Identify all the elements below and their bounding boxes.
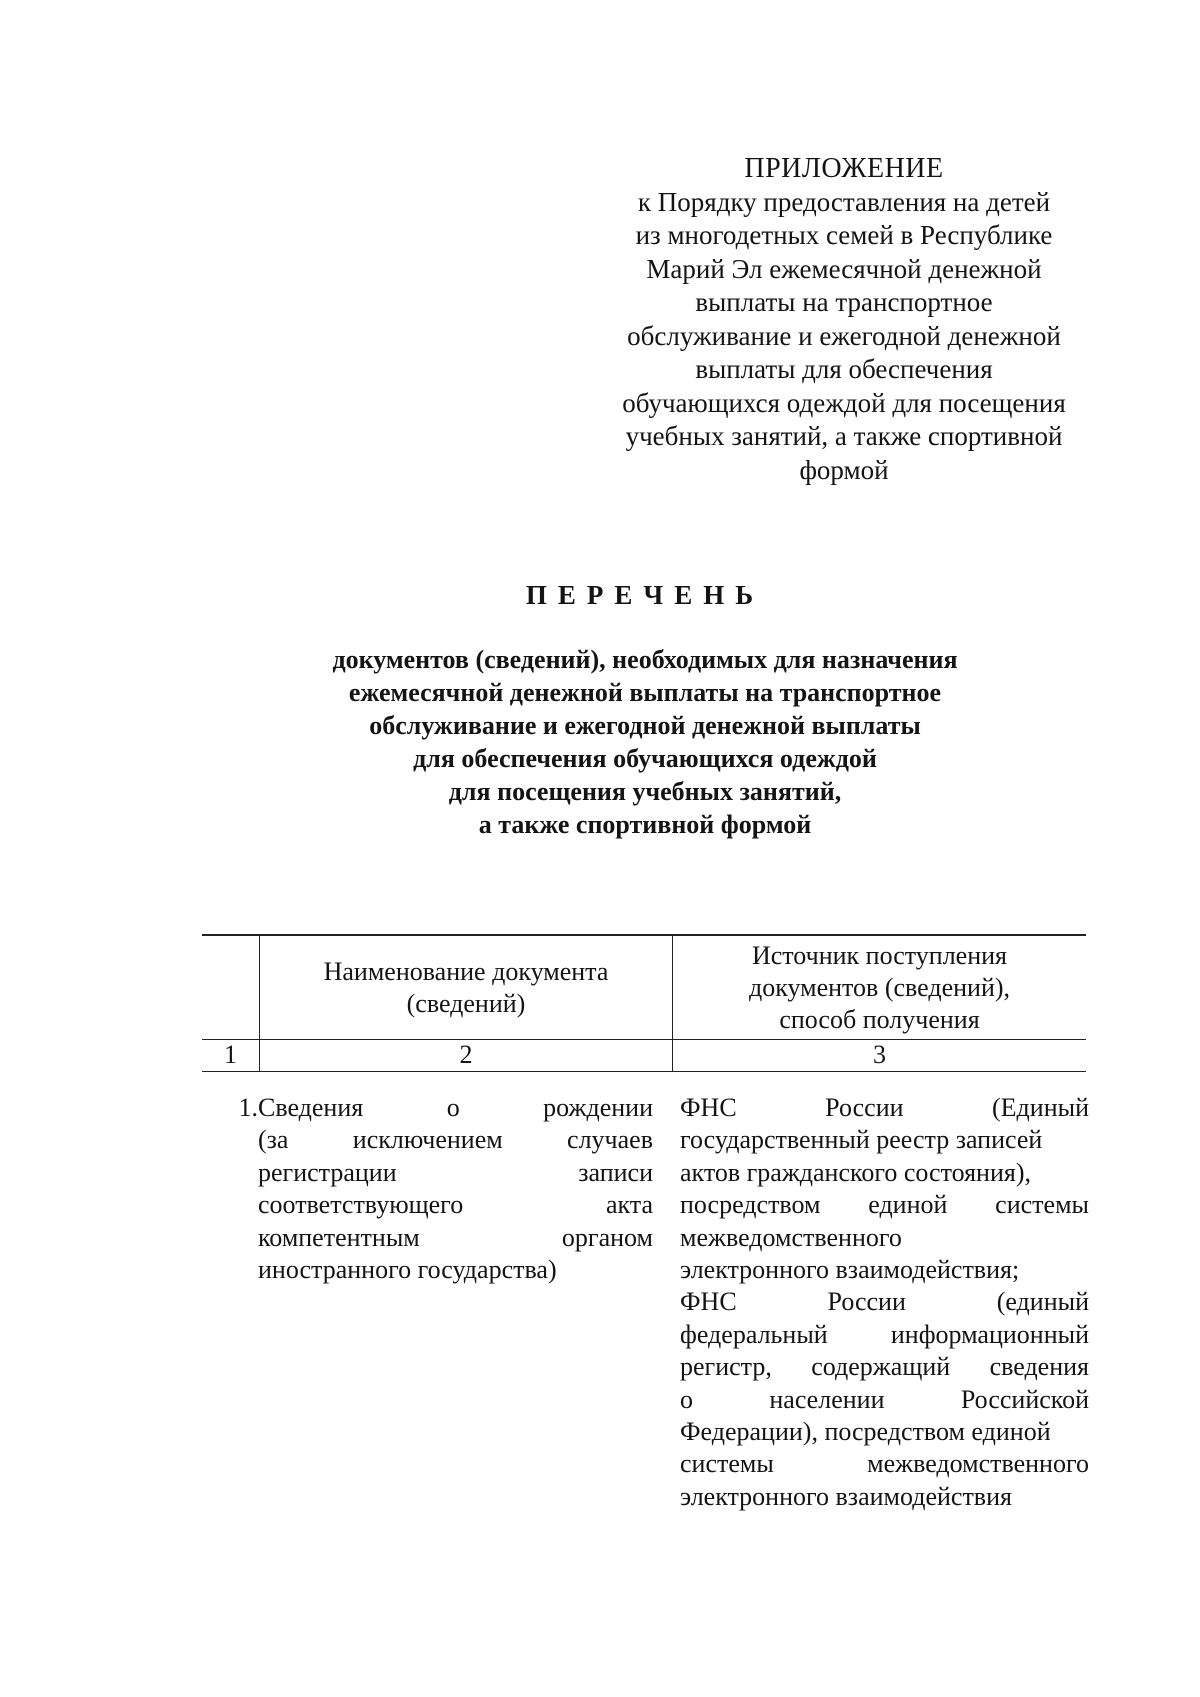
header-line: Источник поступления <box>751 940 1008 970</box>
word: межведомственного <box>867 1449 1089 1479</box>
column-number: 2 <box>459 1040 473 1069</box>
word: Российской <box>960 1384 1089 1414</box>
text-line <box>680 1384 1089 1416</box>
text-line <box>680 1254 1089 1286</box>
word: ФНС <box>680 1093 737 1122</box>
subheading-line: а также спортивной формой <box>478 810 812 839</box>
word: ФНС <box>680 1287 737 1317</box>
word: системы <box>995 1190 1089 1220</box>
subheading-line: обслуживание и ежегодной денежной выплаты <box>369 711 921 740</box>
appendix-title: ПРИЛОЖЕНИЕ <box>744 153 944 184</box>
documents-table <box>202 934 1089 1511</box>
word: регистрации <box>258 1157 397 1187</box>
word: иностранного государства) <box>258 1254 557 1284</box>
word: межведомственного <box>680 1222 902 1252</box>
word: актов гражданского состояния), <box>680 1157 1031 1187</box>
word: (единый <box>996 1287 1089 1317</box>
appendix-line: обучающихся одеждой для посещения <box>622 387 1066 418</box>
subheading-line: документов (сведений), необходимых для назначения <box>332 645 958 674</box>
header-source <box>673 936 1086 1039</box>
word: федеральный <box>680 1319 828 1349</box>
column-number: 3 <box>873 1040 886 1069</box>
text-line <box>680 1124 1089 1156</box>
text-line <box>258 1092 653 1124</box>
header-line: способ получения <box>779 1004 980 1034</box>
column-number-row <box>202 1039 1086 1072</box>
appendix-line: обслуживание и ежегодной денежной <box>627 320 1061 351</box>
word: России <box>825 1093 904 1122</box>
text-line <box>680 1448 1089 1480</box>
word: населении <box>769 1384 885 1414</box>
subheading-line: ежемесячной денежной выплаты на транспортное <box>348 678 942 707</box>
word: системы <box>680 1449 774 1479</box>
document-name-cell <box>258 1092 653 1286</box>
word: соответствующего <box>258 1190 464 1220</box>
subheading-line: для обеспечения обучающихся одеждой <box>413 744 877 773</box>
appendix-line: выплаты на транспортное <box>695 287 993 317</box>
row-number: 1. <box>238 1093 258 1122</box>
word: посредством <box>680 1190 821 1220</box>
column-number: 1 <box>224 1040 237 1069</box>
text-line <box>680 1286 1089 1318</box>
appendix-line: формой <box>799 454 889 485</box>
appendix-line: выплаты для обеспечения <box>695 354 993 384</box>
text-line <box>258 1222 653 1254</box>
text-line <box>258 1124 653 1156</box>
text-line <box>680 1157 1089 1189</box>
document-heading: ПЕРЕЧЕНЬ <box>525 580 765 610</box>
text-line <box>258 1189 653 1221</box>
word: компетентным <box>258 1222 420 1252</box>
word: органом <box>561 1222 653 1252</box>
word: (за <box>258 1125 289 1155</box>
word: электронного взаимодействия; <box>680 1254 1020 1284</box>
text-line <box>258 1157 653 1189</box>
text-line <box>680 1481 1089 1513</box>
appendix-line: учебных занятий, а также спортивной <box>625 421 1063 451</box>
word: Сведения <box>258 1093 364 1122</box>
word: записи <box>578 1157 653 1187</box>
appendix-line: к Порядку предоставления на детей <box>637 186 1051 217</box>
word: исключением <box>352 1125 503 1155</box>
text-line <box>680 1092 1089 1124</box>
appendix-block <box>592 152 1096 487</box>
text-line <box>680 1416 1089 1448</box>
text-line <box>680 1189 1089 1221</box>
text-line <box>680 1222 1089 1254</box>
word: о <box>680 1384 693 1414</box>
table-header <box>202 934 1086 1039</box>
text-line <box>258 1254 653 1286</box>
word: сведения <box>989 1352 1089 1382</box>
document-subheading <box>0 643 1200 841</box>
text-line <box>680 1319 1089 1351</box>
appendix-line: из многодетных семей в Республике <box>635 220 1053 250</box>
word: содержащий <box>811 1352 951 1382</box>
document-source-cell <box>680 1092 1089 1513</box>
word: России <box>827 1287 906 1317</box>
header-line: документов (сведений), <box>748 972 1011 1002</box>
word: случаев <box>567 1125 653 1155</box>
header-document-name <box>260 936 672 1039</box>
word: единой <box>868 1190 948 1220</box>
word: рождении <box>543 1093 653 1122</box>
header-line: Наименование документа <box>323 956 609 986</box>
appendix-line: Марий Эл ежемесячной денежной <box>646 253 1042 284</box>
word: регистр, <box>680 1352 772 1382</box>
subheading-line: для посещения учебных занятий, <box>448 777 842 806</box>
word: (Единый <box>992 1093 1089 1122</box>
word: электронного взаимодействия <box>680 1481 1012 1511</box>
word: о <box>446 1093 460 1122</box>
word: информационный <box>890 1319 1089 1349</box>
word: акта <box>605 1190 653 1220</box>
word: государственный реестр записей <box>680 1125 1043 1155</box>
header-line: (сведений) <box>406 988 526 1018</box>
word: Федерации), посредством единой <box>680 1416 1051 1446</box>
text-line <box>680 1351 1089 1383</box>
